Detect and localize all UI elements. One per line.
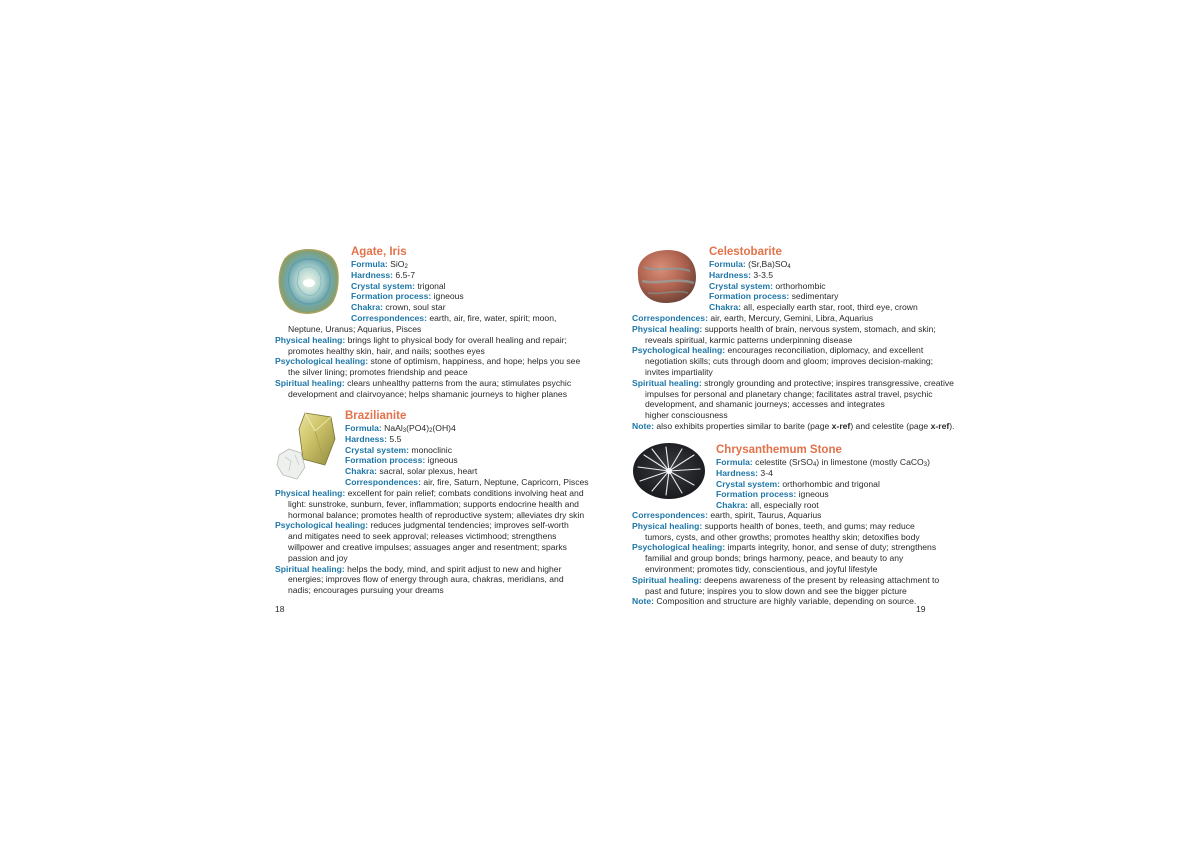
celest-corr: air, earth, Mercury, Gemini, Libra, Aquarius: [710, 313, 874, 323]
agate-psych-2: the silver lining; promotes friendship and peace: [288, 367, 468, 378]
agate-formation-label: Formation process:: [351, 291, 432, 302]
braz-psych-label: Psychological healing:: [275, 520, 369, 531]
braz-title: Brazilianite: [345, 410, 407, 422]
agate-spir-2: development and clairvoyance; helps shamanic journeys to higher planes: [288, 388, 567, 399]
braz-phys-3: hormonal balance; promotes health of reproductive system; alleviates dry skin: [288, 509, 585, 520]
agate-phys-1: brings light to physical body for overall healing and repair;: [347, 334, 567, 345]
agate-hardness: 6.5-7: [395, 269, 416, 280]
braz-psych-3: willpower and creative impulses; assuages anger and resentment; sparks: [288, 541, 567, 552]
chrys-phys-label: Physical healing:: [632, 520, 703, 531]
agate-title: Agate, Iris: [351, 246, 407, 258]
brazilianite-image: [275, 409, 337, 484]
celest-chakra-label: Chakra:: [709, 302, 741, 313]
braz-psych-1: reduces judgmental tendencies; improves self-worth: [370, 520, 569, 531]
agate-phys-2: promotes healthy skin, hair, and nails; soothes eyes: [288, 345, 485, 356]
chrys-formula-label: Formula:: [716, 457, 753, 467]
braz-formation-label: Formation process:: [345, 455, 426, 466]
braz-phys-1: excellent for pain relief; combats conditions involving heat and: [347, 488, 584, 498]
chrys-formation-label: Formation process:: [716, 489, 797, 500]
celest-psych-label: Psychological healing:: [632, 345, 726, 356]
chrys-crystal: orthorhombic and trigonal: [782, 478, 880, 489]
celest-spir-4: higher consciousness: [645, 410, 728, 421]
braz-spir-1: helps the body, mind, and spirit adjust to new and higher: [347, 563, 562, 574]
chrys-corr: earth, spirit, Taurus, Aquarius: [710, 510, 822, 520]
chrys-phys-1: supports health of bones, teeth, and gums; may reduce: [704, 520, 915, 531]
braz-hardness: 5.5: [389, 433, 402, 444]
celestobarite-image: [632, 247, 698, 308]
braz-corr: air, fire, Saturn, Neptune, Capricorn, Pisces: [423, 476, 589, 487]
agate-chakra-label: Chakra:: [351, 302, 383, 313]
agate-corr-1: earth, air, fire, water, spirit; moon,: [429, 312, 557, 323]
chrysanthemum-stone-image: [632, 441, 706, 504]
braz-chakra-label: Chakra:: [345, 466, 377, 477]
chrys-psych-label: Psychological healing:: [632, 542, 726, 553]
braz-corr-label: Correspondences:: [345, 476, 421, 487]
agate-hardness-label: Hardness:: [351, 269, 394, 280]
braz-spir-3: nadis; encourages pursuing your dreams: [288, 585, 444, 596]
braz-formula: $NaAl_3(PO4)_2(OH)4$: [384, 423, 456, 434]
chrys-hardness: 3-4: [760, 467, 773, 478]
chrys-note: Composition and structure are highly variable, depending on source.: [656, 596, 917, 607]
chrys-chakra: all, especially root: [750, 500, 819, 511]
celest-formula: $(Sr,Ba)SO_4$: [748, 259, 791, 270]
chrys-crystal-label: Crystal system:: [716, 478, 781, 489]
agate-formation: igneous: [433, 291, 464, 302]
celest-crystal-label: Crystal system:: [709, 280, 774, 291]
braz-formation: igneous: [427, 455, 458, 466]
celest-hardness: 3-3.5: [753, 269, 774, 280]
celest-note: Note: also exhibits properties similar to barite (page x-ref) and celestite (page x-ref).: [632, 420, 955, 431]
chrys-spir-1: deepens awareness of the present by releasing attachment to: [704, 574, 940, 585]
celest-psych-1: encourages reconciliation, diplomacy, and excellent: [727, 345, 924, 356]
agate-phys-label: Physical healing:: [275, 334, 346, 345]
chrys-note-label: Note:: [632, 596, 654, 607]
page-number-right: 19: [916, 604, 926, 614]
celest-spir-3: development, and shamanic journeys; accesses and integrates: [645, 399, 885, 410]
braz-formula-label: Formula:: [345, 423, 382, 433]
chrys-formula: celestite (SrSO$_4$) in limestone (mostly CaCO$_3$): [755, 457, 930, 468]
celest-spir-2: impulses for personal and planetary change; facilitates astral travel, psychic: [645, 388, 933, 399]
agate-crystal-label: Crystal system:: [351, 280, 416, 291]
braz-phys-2: light: sunstroke, sunburn, fever, inflammation; supports endocrine health and: [288, 498, 579, 509]
agate-formula: SiO$_2$: [390, 259, 408, 270]
chrys-spir-2: past and future; inspires you to slow down and see the bigger picture: [645, 585, 907, 596]
chrys-spir-label: Spiritual healing:: [632, 574, 702, 585]
celest-hardness-label: Hardness:: [709, 269, 752, 280]
celest-crystal: orthorhombic: [775, 280, 826, 291]
celest-corr-label: Correspondences:: [632, 313, 708, 323]
braz-spir-label: Spiritual healing:: [275, 563, 345, 574]
celest-formation-label: Formation process:: [709, 291, 790, 302]
celest-title: Celestobarite: [709, 246, 782, 258]
agate-corr-2: Neptune, Uranus; Aquarius, Pisces: [288, 324, 422, 334]
celest-spir-1: strongly grounding and protective; inspires transgressive, creative: [704, 377, 954, 388]
chrys-psych-1: imparts integrity, honor, and sense of duty; strengthens: [727, 542, 937, 553]
celest-spir-label: Spiritual healing:: [632, 377, 702, 388]
celest-psych-2: negotiation skills; cuts through doom and gloom; improves decision-making;: [645, 356, 934, 367]
agate-psych-1: stone of optimism, happiness, and hope; helps you see: [370, 356, 581, 367]
chrys-chakra-label: Chakra:: [716, 500, 748, 511]
page-number-left: 18: [275, 604, 285, 614]
chrys-corr-label: Correspondences:: [632, 510, 708, 520]
agate-crystal: trigonal: [417, 280, 446, 291]
agate-spir-1: clears unhealthy patterns from the aura; stimulates psychic: [347, 377, 572, 388]
celest-formation: sedimentary: [791, 291, 839, 302]
celest-phys-label: Physical healing:: [632, 323, 703, 334]
agate-chakra: crown, soul star: [385, 302, 446, 313]
celest-phys-2: reveals spiritual, karmic patterns underpinning disease: [645, 334, 853, 345]
agate-corr-label: Correspondences:: [351, 312, 427, 323]
braz-hardness-label: Hardness:: [345, 433, 388, 444]
agate-formula-label: Formula:: [351, 259, 388, 269]
celest-psych-3: invites impartiality: [645, 366, 713, 377]
chrys-psych-3: environment; promotes tidy, conscientious, and joyful lifestyle: [645, 563, 878, 574]
celest-chakra: all, especially earth star, root, third eye, crown: [743, 302, 918, 313]
braz-chakra: sacral, solar plexus, heart: [379, 466, 478, 477]
agate-spir-label: Spiritual healing:: [275, 377, 345, 388]
braz-phys-label: Physical healing:: [275, 488, 346, 498]
braz-spir-2: energies; improves flow of energy through aura, chakras, meridians, and: [288, 574, 564, 585]
chrys-phys-2: tumors, cysts, and other growths; promotes healthy skin; detoxifies body: [645, 531, 920, 542]
celest-phys-1: supports health of brain, nervous system, stomach, and skin;: [704, 323, 936, 334]
braz-psych-4: passion and joy: [288, 552, 348, 563]
chrys-psych-2: familial and group bonds; brings harmony, peace, and beauty to any: [645, 553, 904, 564]
agate-iris-image: [275, 245, 341, 320]
celest-formula-label: Formula:: [709, 259, 746, 269]
chrys-hardness-label: Hardness:: [716, 467, 759, 478]
braz-crystal-label: Crystal system:: [345, 444, 410, 455]
braz-psych-2: and mitigates need to seek approval; releases victimhood; strengthens: [288, 531, 557, 542]
chrys-title: Chrysanthemum Stone: [716, 444, 842, 456]
braz-crystal: monoclinic: [411, 444, 453, 455]
agate-psych-label: Psychological healing:: [275, 356, 369, 367]
chrys-formation: igneous: [798, 489, 829, 500]
